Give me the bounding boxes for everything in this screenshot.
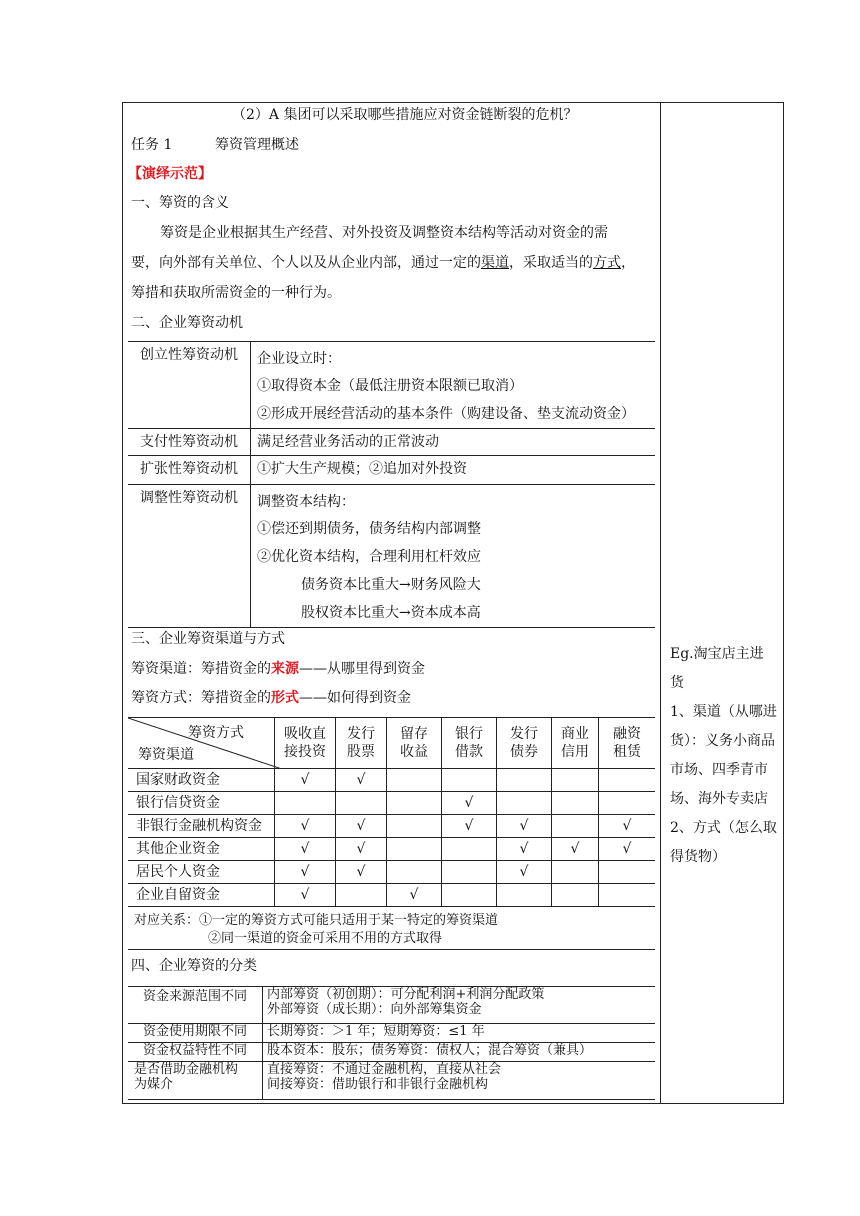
mark-cell (497, 769, 552, 792)
classification-name: 资金使用期限不同 (128, 1024, 263, 1043)
mark-cell (599, 884, 656, 907)
mark-cell: √ (336, 769, 387, 792)
channel-name: 国家财政资金 (128, 769, 275, 792)
mark-cell: √ (442, 815, 497, 838)
section3-heading: 三、企业筹资渠道与方式 (131, 631, 285, 647)
mark-cell: √ (387, 884, 442, 907)
section1-para-line1: 筹资是企业根据其生产经营、对外投资及调整资本结构等活动对资金的需 (160, 225, 608, 241)
mark-cell: √ (336, 838, 387, 861)
motive-desc: 调整资本结构： ①偿还到期债务，债务结构内部调整 ②优化资本结构，合理利用杠杆效应 债务资本比重大→财务风险大 股权资本比重大→资本成本高 (251, 485, 656, 628)
table-row (128, 884, 655, 907)
table-row (128, 792, 655, 815)
mark-cell (336, 792, 387, 815)
motive-name: 扩张性筹资动机 (128, 456, 251, 485)
section1-heading: 一、筹资的含义 (131, 195, 229, 211)
section1-para-line3: 筹措和获取所需资金的一种行为。 (131, 285, 341, 301)
column-divider (660, 102, 661, 1104)
side-note-line: 场、海外专卖店 (670, 791, 768, 807)
mark-cell (497, 792, 552, 815)
motive-name: 支付性筹资动机 (128, 429, 251, 456)
channel-definition: 筹资渠道：筹措资金的来源——从哪里得到资金 (131, 661, 425, 677)
mark-cell (442, 884, 497, 907)
motive-row (128, 342, 655, 429)
demo-label: 【演绎示范】 (128, 166, 212, 182)
channel-name: 非银行金融机构资金 (128, 815, 275, 838)
mark-cell: √ (552, 838, 599, 861)
mark-cell: √ (275, 769, 336, 792)
corner-bottom-label: 筹资渠道 (138, 747, 194, 763)
table-row (128, 769, 655, 792)
classification-name: 资金来源范围不同 (128, 987, 263, 1024)
mark-cell (599, 792, 656, 815)
mark-cell: √ (497, 815, 552, 838)
motive-desc: 企业设立时： ①取得资本金（最低注册资本限额已取消） ②形成开展经营活动的基本条件（购建设备、垫支流动资金） (251, 342, 656, 429)
mark-cell (552, 769, 599, 792)
corner-cell (128, 718, 275, 769)
mark-cell (387, 792, 442, 815)
method-definition: 筹资方式：筹措资金的形式——如何得到资金 (131, 690, 411, 706)
motive-desc: 满足经营业务活动的正常波动 (251, 429, 656, 456)
mark-cell (552, 792, 599, 815)
classification-name: 是否借助金融机构 为媒介 (128, 1062, 263, 1100)
channel-name: 银行信贷资金 (128, 792, 275, 815)
column-header: 留存 收益 (387, 718, 442, 769)
channel-name: 居民个人资金 (128, 861, 275, 884)
motive-row (128, 429, 655, 456)
motive-desc: ①扩大生产规模；②追加对外投资 (251, 456, 656, 485)
mark-cell (442, 769, 497, 792)
motive-name: 创立性筹资动机 (128, 342, 251, 429)
mark-cell (552, 861, 599, 884)
mark-cell (387, 861, 442, 884)
keyword-source: 来源 (271, 661, 299, 677)
channel-method-table (128, 717, 655, 907)
section2-heading: 二、企业筹资动机 (131, 315, 243, 331)
table-row (128, 1024, 655, 1043)
table-row (128, 861, 655, 884)
mark-cell: √ (497, 838, 552, 861)
section4-heading: 四、企业筹资的分类 (131, 958, 257, 974)
relation-line1: 对应关系：①一定的筹资方式可能只适用于某一特定的筹资渠道 (134, 913, 499, 928)
mark-cell (442, 838, 497, 861)
channel-name: 其他企业资金 (128, 838, 275, 861)
side-note-line: 1、渠道（从哪进 (670, 704, 777, 720)
mark-cell: √ (275, 884, 336, 907)
mark-cell (387, 838, 442, 861)
mark-cell: √ (599, 815, 656, 838)
mark-cell (552, 884, 599, 907)
mark-cell (552, 815, 599, 838)
side-note (670, 640, 780, 872)
mark-cell (497, 884, 552, 907)
mark-cell (442, 861, 497, 884)
table-row (128, 815, 655, 838)
column-header: 发行 债券 (497, 718, 552, 769)
mark-cell (599, 861, 656, 884)
column-header: 发行 股票 (336, 718, 387, 769)
classification-desc: 直接筹资：不通过金融机构，直接从社会 间接筹资：借助银行和非银行金融机构 (263, 1062, 656, 1100)
classification-name: 资金权益特性不同 (128, 1043, 263, 1062)
keyword-channel: 渠道 (481, 255, 509, 271)
mark-cell (336, 884, 387, 907)
column-header: 银行 借款 (442, 718, 497, 769)
mark-cell: √ (442, 792, 497, 815)
mark-cell (387, 769, 442, 792)
mark-cell (387, 815, 442, 838)
table-row (128, 987, 655, 1024)
side-note-line: Eg.淘宝店主进 (670, 646, 764, 662)
side-note-line: 货 (670, 675, 684, 691)
classification-desc: 股本资本：股东；债务筹资：债权人；混合筹资（兼具） (263, 1043, 656, 1062)
side-note-line: 2、方式（怎么取 (670, 820, 777, 836)
motive-name: 调整性筹资动机 (128, 485, 251, 628)
mark-cell: √ (497, 861, 552, 884)
classification-table (128, 986, 655, 1100)
relation-rule (128, 949, 655, 950)
mark-cell (599, 769, 656, 792)
table-header-row (128, 718, 655, 769)
column-header: 吸收直 接投资 (275, 718, 336, 769)
motive-row (128, 485, 655, 628)
keyword-form: 形式 (271, 690, 299, 706)
side-note-line: 货）：义务小商品 (670, 733, 775, 749)
motive-table (128, 341, 655, 628)
mark-cell: √ (599, 838, 656, 861)
mark-cell (275, 792, 336, 815)
task-label: 任务 1 (131, 137, 173, 153)
column-header: 融资 租赁 (599, 718, 656, 769)
task-title: 筹资管理概述 (215, 137, 299, 153)
motive-row (128, 456, 655, 485)
mark-cell: √ (275, 815, 336, 838)
question-text: （2）A 集团可以采取哪些措施应对资金链断裂的危机？ (232, 107, 578, 123)
keyword-method: 方式 (593, 255, 621, 271)
relation-line2: ②同一渠道的资金可采用不用的方式取得 (208, 931, 443, 946)
corner-top-label: 筹资方式 (188, 725, 244, 741)
mark-cell: √ (336, 815, 387, 838)
side-note-line: 得货物） (670, 849, 726, 865)
mark-cell: √ (336, 861, 387, 884)
column-header: 商业 信用 (552, 718, 599, 769)
channel-name: 企业自留资金 (128, 884, 275, 907)
side-note-line: 市场、四季青市 (670, 762, 768, 778)
mark-cell: √ (275, 838, 336, 861)
table-row (128, 1062, 655, 1100)
section1-para-line2: 要，向外部有关单位、个人以及从企业内部，通过一定的渠道，采取适当的方式， (131, 255, 635, 271)
table-row (128, 838, 655, 861)
classification-desc: 长期筹资：＞1 年；短期筹资：≤1 年 (263, 1024, 656, 1043)
classification-desc: 内部筹资（初创期）：可分配利润+利润分配政策 外部筹资（成长期）：向外部筹集资金 (263, 987, 656, 1024)
table-row (128, 1043, 655, 1062)
mark-cell: √ (275, 861, 336, 884)
